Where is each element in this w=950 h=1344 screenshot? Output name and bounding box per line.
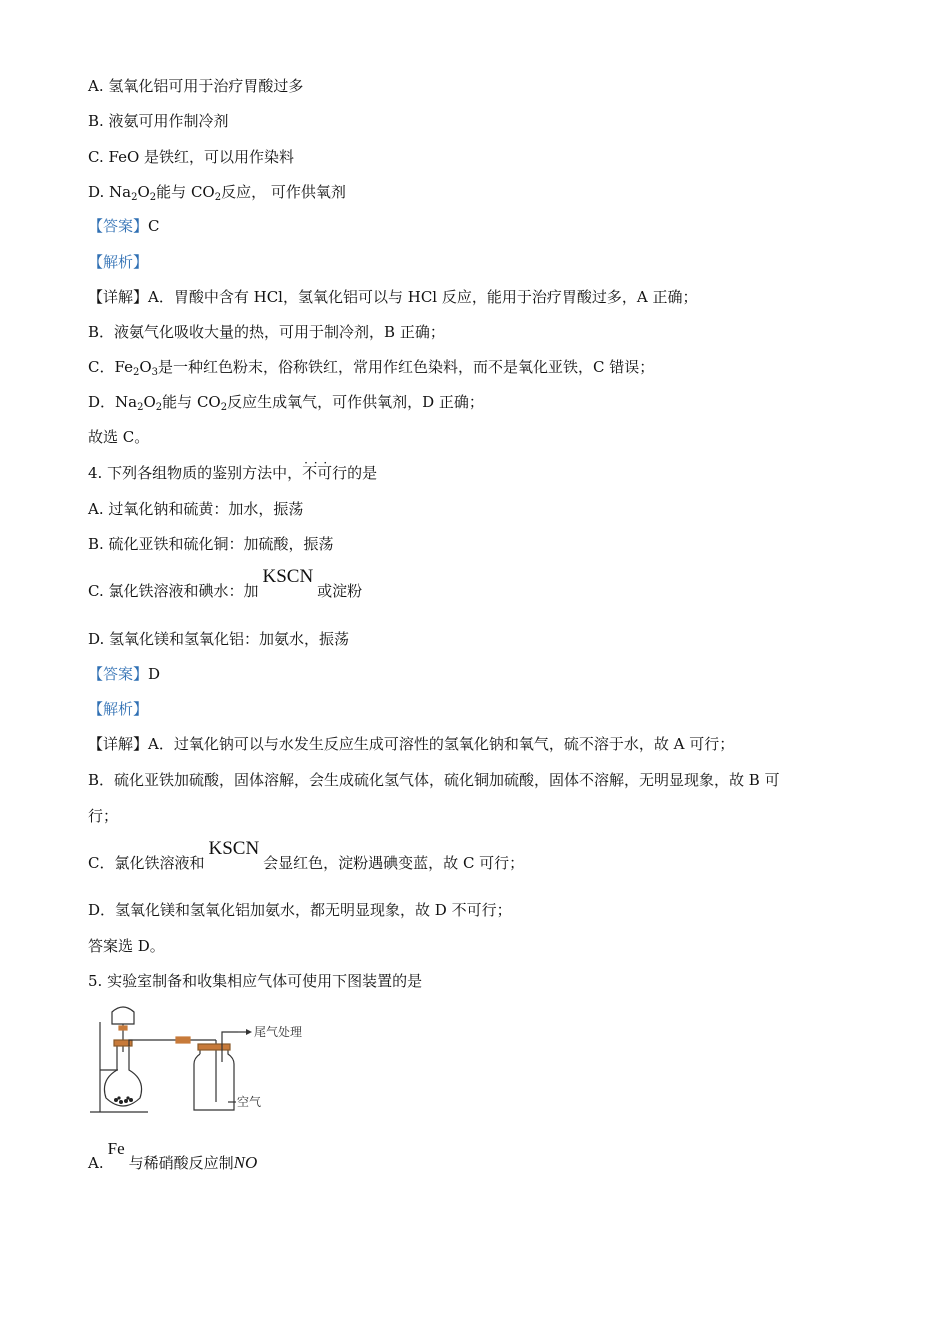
- q3-conclusion: 故选 C。: [88, 428, 150, 446]
- q3-option-d: D. $Na_2O_2$能与 $CO_2$反应， 可作供氧剂: [88, 183, 346, 203]
- separatory-funnel: [112, 1007, 134, 1024]
- arrow-head-icon: [246, 1029, 252, 1035]
- q4-answer: 【答案】D: [88, 665, 161, 683]
- q4-option-d: D. 氢氧化镁和氢氧化铝：加氨水，振荡: [88, 630, 350, 648]
- q4-stem: 4. 下列各组物质的鉴别方法中，· · · 不可行的是: [88, 463, 377, 483]
- answer-label: 【答案】: [88, 217, 149, 235]
- q4-detail-a: 【详解】A．过氧化钠可以与水发生反应生成可溶性的氢氧化钠和氧气，硫不溶于水，故 A 可行；: [88, 735, 735, 753]
- q4-conclusion: 答案选 D。: [88, 937, 165, 955]
- q4-option-b: B. 硫化亚铁和硫化铜：加硫酸，振荡: [88, 535, 334, 553]
- q4-option-a: A. 过氧化钠和硫黄：加水，振荡: [88, 500, 304, 518]
- formula-no: NO: [233, 1153, 258, 1172]
- collecting-bottle: [194, 1048, 234, 1110]
- q3-detail-a: 【详解】A．胃酸中含有 HCl，氢氧化铝可以与 HCl 反应，能用于治疗胃酸过多，A 正确；: [88, 288, 698, 306]
- formula: KSCN: [208, 838, 260, 859]
- q4-detail-c: C．氯化铁溶液和KSCN会显红色，淀粉遇碘变蓝，故 C 可行；: [88, 838, 525, 872]
- q4-analysis-label: 【解析】: [88, 700, 149, 718]
- answer-label: 【答案】: [88, 665, 149, 683]
- q5-stem: 5. 实验室制备和收集相应气体可使用下图装置的是: [88, 972, 423, 990]
- q3-option-b: B. 液氨可用作制冷剂: [88, 112, 229, 130]
- formula: Fe: [107, 1139, 125, 1158]
- bottle-stopper: [198, 1044, 230, 1050]
- emphasis-text: · · · 不可行: [302, 463, 347, 483]
- gas-apparatus-figure: [88, 1002, 318, 1117]
- q3-option-a: A. 氢氧化铝可用于治疗胃酸过多: [88, 77, 304, 95]
- q3-detail-c: C．$Fe_2O_3$是一种红色粉末，俗称铁红，常用作红色染料，而不是氧化亚铁，C 错误；: [88, 358, 655, 378]
- tube-connector: [176, 1037, 190, 1043]
- q3-detail-d: D．$Na_2O_2$能与 $CO_2$反应生成氧气，可作供氧剂，D 正确；: [88, 393, 484, 413]
- q4-detail-b: B．硫化亚铁加硫酸，固体溶解，会生成硫化氢气体，硫化铜加硫酸，固体不溶解，无明显现象，故 B 可: [88, 771, 780, 789]
- q3-detail-b: B．液氨气化吸收大量的热，可用于制冷剂，B 正确；: [88, 323, 445, 341]
- q3-option-c: C. FeO 是铁红，可以用作染料: [88, 148, 295, 166]
- q3-answer: 【答案】C: [88, 217, 160, 235]
- q3-analysis-label: 【解析】: [88, 253, 149, 271]
- funnel-stopcock: [119, 1026, 127, 1030]
- q4-option-c: C. 氯化铁溶液和碘水：加KSCN或淀粉: [88, 566, 363, 600]
- formula: KSCN: [262, 566, 314, 587]
- exhaust-label: 尾气处理: [254, 1025, 303, 1039]
- q5-option-a: A.Fe与稀硝酸反应制NO: [88, 1139, 258, 1172]
- air-label: 空气: [237, 1095, 262, 1109]
- q4-detail-d: D．氢氧化镁和氢氧化铝加氨水，都无明显现象，故 D 不可行；: [88, 901, 512, 919]
- q4-detail-b-cont: 行；: [88, 807, 119, 825]
